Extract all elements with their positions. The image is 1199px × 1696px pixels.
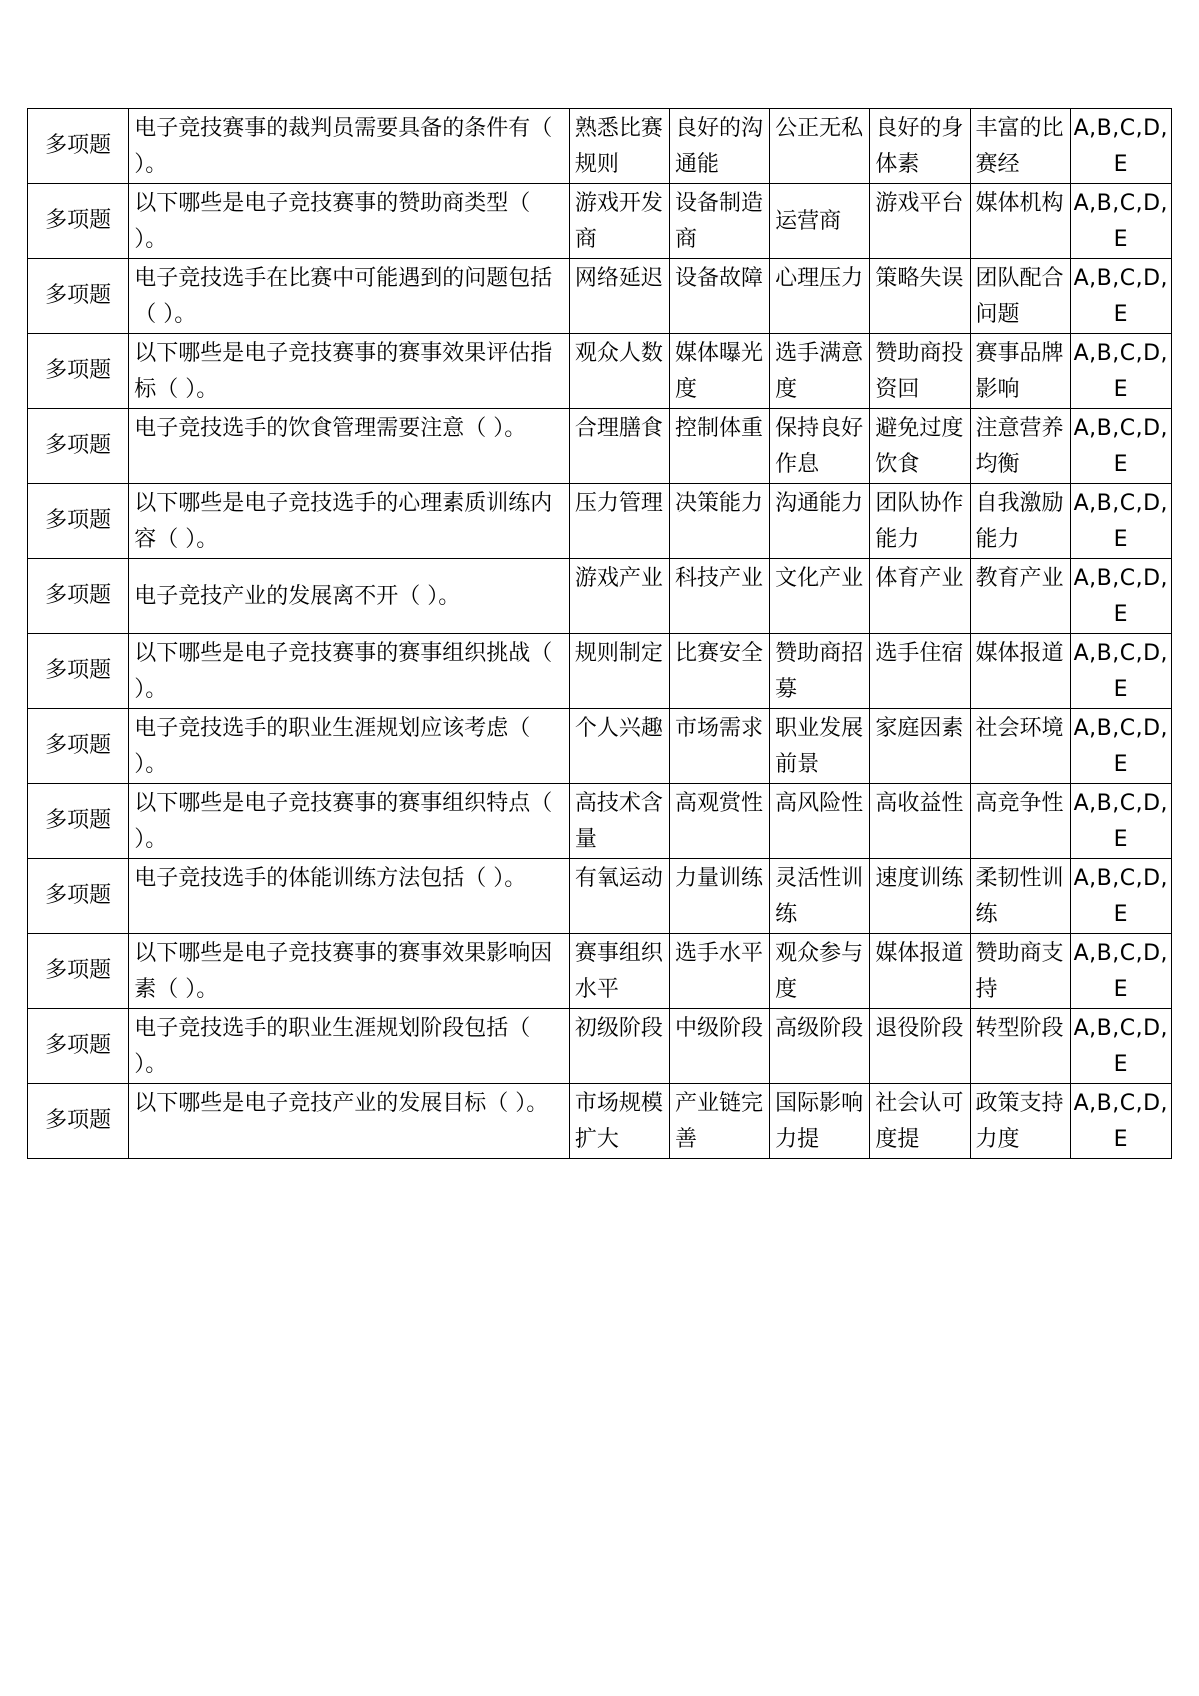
option-c-cell: 灵活性训练 [770,859,870,934]
question-stem-cell: 以下哪些是电子竞技赛事的赛事效果影响因素（ ）。 [129,934,570,1009]
answer-cell: A,B,C,D,E [1070,634,1171,709]
option-b-cell: 媒体曝光度 [670,334,770,409]
question-stem-cell: 电子竞技选手的职业生涯规划阶段包括（ ）。 [129,1009,570,1084]
table-row [28,709,1172,784]
option-c-cell: 观众参与度 [770,934,870,1009]
option-e-cell: 媒体机构 [970,184,1070,259]
option-b-cell: 设备故障 [670,259,770,334]
question-type-cell: 多项题 [28,109,129,184]
option-b-cell: 高观赏性 [670,784,770,859]
question-type-cell: 多项题 [28,1084,129,1159]
option-b-cell: 产业链完善 [670,1084,770,1159]
answer-cell: A,B,C,D,E [1070,784,1171,859]
option-e-cell: 政策支持力度 [970,1084,1070,1159]
option-e-cell: 团队配合问题 [970,259,1070,334]
table-row [28,334,1172,409]
question-stem-cell: 以下哪些是电子竞技产业的发展目标（ ）。 [129,1084,570,1159]
option-c-cell: 赞助商招募 [770,634,870,709]
option-a-cell: 个人兴趣 [569,709,669,784]
option-a-cell: 赛事组织水平 [569,934,669,1009]
table-row [28,259,1172,334]
option-b-cell: 设备制造商 [670,184,770,259]
option-a-cell: 游戏产业 [569,559,669,634]
question-stem-cell: 电子竞技选手的饮食管理需要注意（ ）。 [129,409,570,484]
question-stem-cell: 以下哪些是电子竞技选手的心理素质训练内容（ ）。 [129,484,570,559]
option-c-cell: 国际影响力提 [770,1084,870,1159]
table-row [28,1009,1172,1084]
answer-cell: A,B,C,D,E [1070,1009,1171,1084]
option-e-cell: 赞助商支持 [970,934,1070,1009]
option-c-cell: 高风险性 [770,784,870,859]
option-d-cell: 高收益性 [870,784,970,859]
option-e-cell: 丰富的比赛经 [970,109,1070,184]
question-stem-cell: 以下哪些是电子竞技赛事的赛事效果评估指标（ ）。 [129,334,570,409]
question-table [27,108,1172,1159]
table-row [28,784,1172,859]
question-type-cell: 多项题 [28,484,129,559]
question-type-cell: 多项题 [28,559,129,634]
option-e-cell: 高竞争性 [970,784,1070,859]
option-b-cell: 控制体重 [670,409,770,484]
option-c-cell: 心理压力 [770,259,870,334]
option-a-cell: 有氧运动 [569,859,669,934]
table-row [28,184,1172,259]
option-e-cell: 柔韧性训练 [970,859,1070,934]
table-row [28,409,1172,484]
question-stem-cell: 电子竞技选手的体能训练方法包括（ ）。 [129,859,570,934]
question-type-cell: 多项题 [28,409,129,484]
option-c-cell: 保持良好作息 [770,409,870,484]
answer-cell: A,B,C,D,E [1070,934,1171,1009]
option-a-cell: 网络延迟 [569,259,669,334]
answer-cell: A,B,C,D,E [1070,184,1171,259]
answer-cell: A,B,C,D,E [1070,709,1171,784]
table-row [28,484,1172,559]
option-a-cell: 游戏开发商 [569,184,669,259]
option-b-cell: 比赛安全 [670,634,770,709]
table-row [28,859,1172,934]
question-type-cell: 多项题 [28,259,129,334]
option-a-cell: 规则制定 [569,634,669,709]
option-b-cell: 科技产业 [670,559,770,634]
option-a-cell: 熟悉比赛规则 [569,109,669,184]
option-d-cell: 媒体报道 [870,934,970,1009]
question-type-cell: 多项题 [28,709,129,784]
option-e-cell: 转型阶段 [970,1009,1070,1084]
option-d-cell: 游戏平台 [870,184,970,259]
option-a-cell: 压力管理 [569,484,669,559]
question-type-cell: 多项题 [28,1009,129,1084]
option-c-cell: 职业发展前景 [770,709,870,784]
option-e-cell: 社会环境 [970,709,1070,784]
option-c-cell: 高级阶段 [770,1009,870,1084]
question-type-cell: 多项题 [28,934,129,1009]
question-type-cell: 多项题 [28,859,129,934]
question-table-body [28,109,1172,1159]
question-stem-cell: 电子竞技选手的职业生涯规划应该考虑（ ）。 [129,709,570,784]
answer-cell: A,B,C,D,E [1070,409,1171,484]
option-b-cell: 中级阶段 [670,1009,770,1084]
option-d-cell: 速度训练 [870,859,970,934]
answer-cell: A,B,C,D,E [1070,859,1171,934]
option-a-cell: 观众人数 [569,334,669,409]
question-stem-cell: 以下哪些是电子竞技赛事的赞助商类型（ ）。 [129,184,570,259]
table-row [28,109,1172,184]
table-row [28,1084,1172,1159]
option-e-cell: 注意营养均衡 [970,409,1070,484]
question-type-cell: 多项题 [28,634,129,709]
option-e-cell: 自我激励能力 [970,484,1070,559]
option-d-cell: 避免过度饮食 [870,409,970,484]
table-row [28,634,1172,709]
option-b-cell: 良好的沟通能 [670,109,770,184]
option-d-cell: 退役阶段 [870,1009,970,1084]
option-e-cell: 赛事品牌影响 [970,334,1070,409]
question-stem-cell: 电子竞技产业的发展离不开（ ）。 [129,559,570,634]
option-b-cell: 选手水平 [670,934,770,1009]
option-c-cell: 公正无私 [770,109,870,184]
option-d-cell: 策略失误 [870,259,970,334]
question-type-cell: 多项题 [28,784,129,859]
option-d-cell: 团队协作能力 [870,484,970,559]
question-stem-cell: 电子竞技赛事的裁判员需要具备的条件有（ ）。 [129,109,570,184]
option-c-cell: 文化产业 [770,559,870,634]
option-a-cell: 合理膳食 [569,409,669,484]
question-type-cell: 多项题 [28,334,129,409]
question-stem-cell: 以下哪些是电子竞技赛事的赛事组织特点（ ）。 [129,784,570,859]
option-d-cell: 赞助商投资回 [870,334,970,409]
option-d-cell: 良好的身体素 [870,109,970,184]
answer-cell: A,B,C,D,E [1070,1084,1171,1159]
answer-cell: A,B,C,D,E [1070,484,1171,559]
option-c-cell: 沟通能力 [770,484,870,559]
answer-cell: A,B,C,D,E [1070,109,1171,184]
option-c-cell: 选手满意度 [770,334,870,409]
option-c-cell: 运营商 [770,184,870,259]
answer-cell: A,B,C,D,E [1070,334,1171,409]
option-a-cell: 高技术含量 [569,784,669,859]
option-d-cell: 家庭因素 [870,709,970,784]
option-e-cell: 媒体报道 [970,634,1070,709]
option-e-cell: 教育产业 [970,559,1070,634]
question-stem-cell: 电子竞技选手在比赛中可能遇到的问题包括（ ）。 [129,259,570,334]
question-type-cell: 多项题 [28,184,129,259]
option-b-cell: 决策能力 [670,484,770,559]
answer-cell: A,B,C,D,E [1070,259,1171,334]
answer-cell: A,B,C,D,E [1070,559,1171,634]
table-row [28,559,1172,634]
question-stem-cell: 以下哪些是电子竞技赛事的赛事组织挑战（ ）。 [129,634,570,709]
option-d-cell: 选手住宿 [870,634,970,709]
option-d-cell: 社会认可度提 [870,1084,970,1159]
table-row [28,934,1172,1009]
option-a-cell: 初级阶段 [569,1009,669,1084]
option-b-cell: 力量训练 [670,859,770,934]
option-b-cell: 市场需求 [670,709,770,784]
option-d-cell: 体育产业 [870,559,970,634]
option-a-cell: 市场规模扩大 [569,1084,669,1159]
